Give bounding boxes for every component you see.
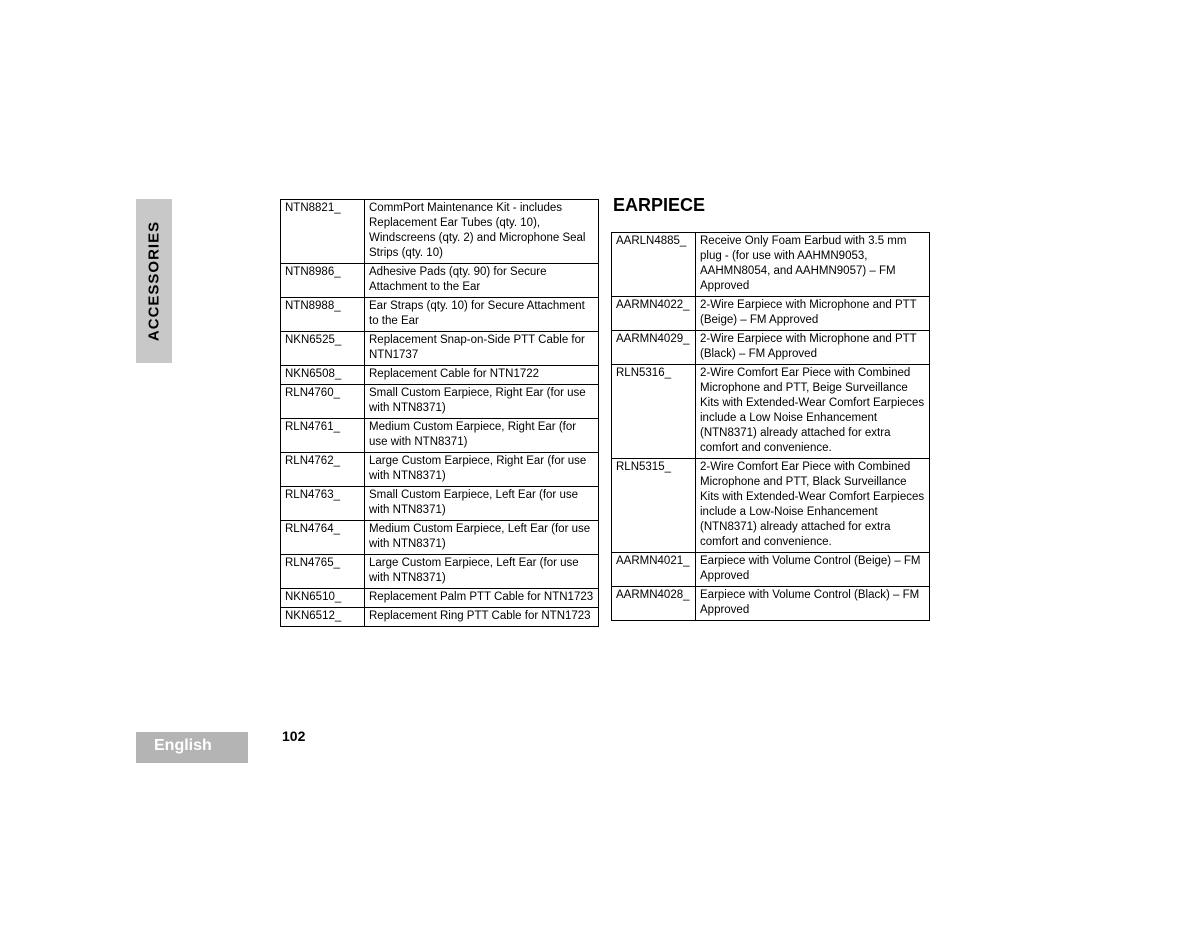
table-row: [612, 365, 930, 459]
table-row: [281, 419, 599, 453]
part-description: 2-Wire Comfort Ear Piece with Combined Microphone and PTT, Black Surveillance Kits with Extended-Wear Comfort Earpieces include a Low-Noise Enhancement (NTN8371) already attached for extra comfort and convenience.: [696, 459, 930, 553]
table-row: [281, 332, 599, 366]
part-description: Medium Custom Earpiece, Right Ear (for use with NTN8371): [365, 419, 599, 453]
part-description: Replacement Ring PTT Cable for NTN1723: [365, 608, 599, 627]
table-row: [281, 589, 599, 608]
part-number: RLN4764_: [281, 521, 365, 555]
table-row: [612, 233, 930, 297]
table-row: [612, 587, 930, 621]
part-description: 2-Wire Comfort Ear Piece with Combined Microphone and PTT, Beige Surveillance Kits with Extended-Wear Comfort Earpieces include a Low Noise Enhancement (NTN8371) already attached for extra comfort and convenience.: [696, 365, 930, 459]
table-row: [281, 366, 599, 385]
table-row: [281, 453, 599, 487]
accessories-table: [280, 199, 599, 627]
part-number: RLN4765_: [281, 555, 365, 589]
language-tab: [136, 732, 248, 763]
table-row: [612, 331, 930, 365]
part-description: Large Custom Earpiece, Left Ear (for use with NTN8371): [365, 555, 599, 589]
part-description: Earpiece with Volume Control (Black) – FM Approved: [696, 587, 930, 621]
part-number: NTN8988_: [281, 298, 365, 332]
part-number: RLN4762_: [281, 453, 365, 487]
part-description: Replacement Palm PTT Cable for NTN1723: [365, 589, 599, 608]
part-description: Receive Only Foam Earbud with 3.5 mm plug - (for use with AAHMN9053, AAHMN8054, and AAHMN9057) – FM Approved: [696, 233, 930, 297]
table-row: [612, 297, 930, 331]
part-description: 2-Wire Earpiece with Microphone and PTT (Beige) – FM Approved: [696, 297, 930, 331]
part-number: AARMN4022_: [612, 297, 696, 331]
part-number: NKN6510_: [281, 589, 365, 608]
part-number: NKN6508_: [281, 366, 365, 385]
table-row: [281, 487, 599, 521]
table-row: [281, 385, 599, 419]
language-tab-label: English: [154, 737, 212, 754]
side-section-tab-label: ACCESSORIES: [145, 220, 163, 342]
part-number: RLN4760_: [281, 385, 365, 419]
part-number: AARLN4885_: [612, 233, 696, 297]
part-number: AARMN4029_: [612, 331, 696, 365]
part-description: Adhesive Pads (qty. 90) for Secure Attachment to the Ear: [365, 264, 599, 298]
part-description: Medium Custom Earpiece, Left Ear (for use with NTN8371): [365, 521, 599, 555]
part-description: Replacement Snap-on-Side PTT Cable for NTN1737: [365, 332, 599, 366]
table-row: [612, 553, 930, 587]
part-description: Ear Straps (qty. 10) for Secure Attachment to the Ear: [365, 298, 599, 332]
part-number: AARMN4021_: [612, 553, 696, 587]
side-section-tab: [136, 199, 172, 363]
part-number: RLN4761_: [281, 419, 365, 453]
part-number: RLN5315_: [612, 459, 696, 553]
table-row: [281, 264, 599, 298]
table-row: [281, 521, 599, 555]
page-number: 102: [282, 728, 306, 744]
part-number: NKN6525_: [281, 332, 365, 366]
part-number: NTN8986_: [281, 264, 365, 298]
table-row: [612, 459, 930, 553]
part-description: Replacement Cable for NTN1722: [365, 366, 599, 385]
part-description: Small Custom Earpiece, Right Ear (for use with NTN8371): [365, 385, 599, 419]
part-description: CommPort Maintenance Kit - includes Replacement Ear Tubes (qty. 10), Windscreens (qty. 2) and Microphone Seal Strips (qty. 10): [365, 200, 599, 264]
part-description: Large Custom Earpiece, Right Ear (for use with NTN8371): [365, 453, 599, 487]
part-description: Small Custom Earpiece, Left Ear (for use with NTN8371): [365, 487, 599, 521]
part-description: 2-Wire Earpiece with Microphone and PTT (Black) – FM Approved: [696, 331, 930, 365]
earpiece-heading: EARPIECE: [613, 195, 706, 215]
earpiece-table: [611, 232, 930, 621]
table-row: [281, 298, 599, 332]
part-number: NKN6512_: [281, 608, 365, 627]
table-row: [281, 200, 599, 264]
table-row: [281, 555, 599, 589]
part-number: RLN5316_: [612, 365, 696, 459]
part-number: RLN4763_: [281, 487, 365, 521]
part-description: Earpiece with Volume Control (Beige) – FM Approved: [696, 553, 930, 587]
part-number: NTN8821_: [281, 200, 365, 264]
part-number: AARMN4028_: [612, 587, 696, 621]
table-row: [281, 608, 599, 627]
